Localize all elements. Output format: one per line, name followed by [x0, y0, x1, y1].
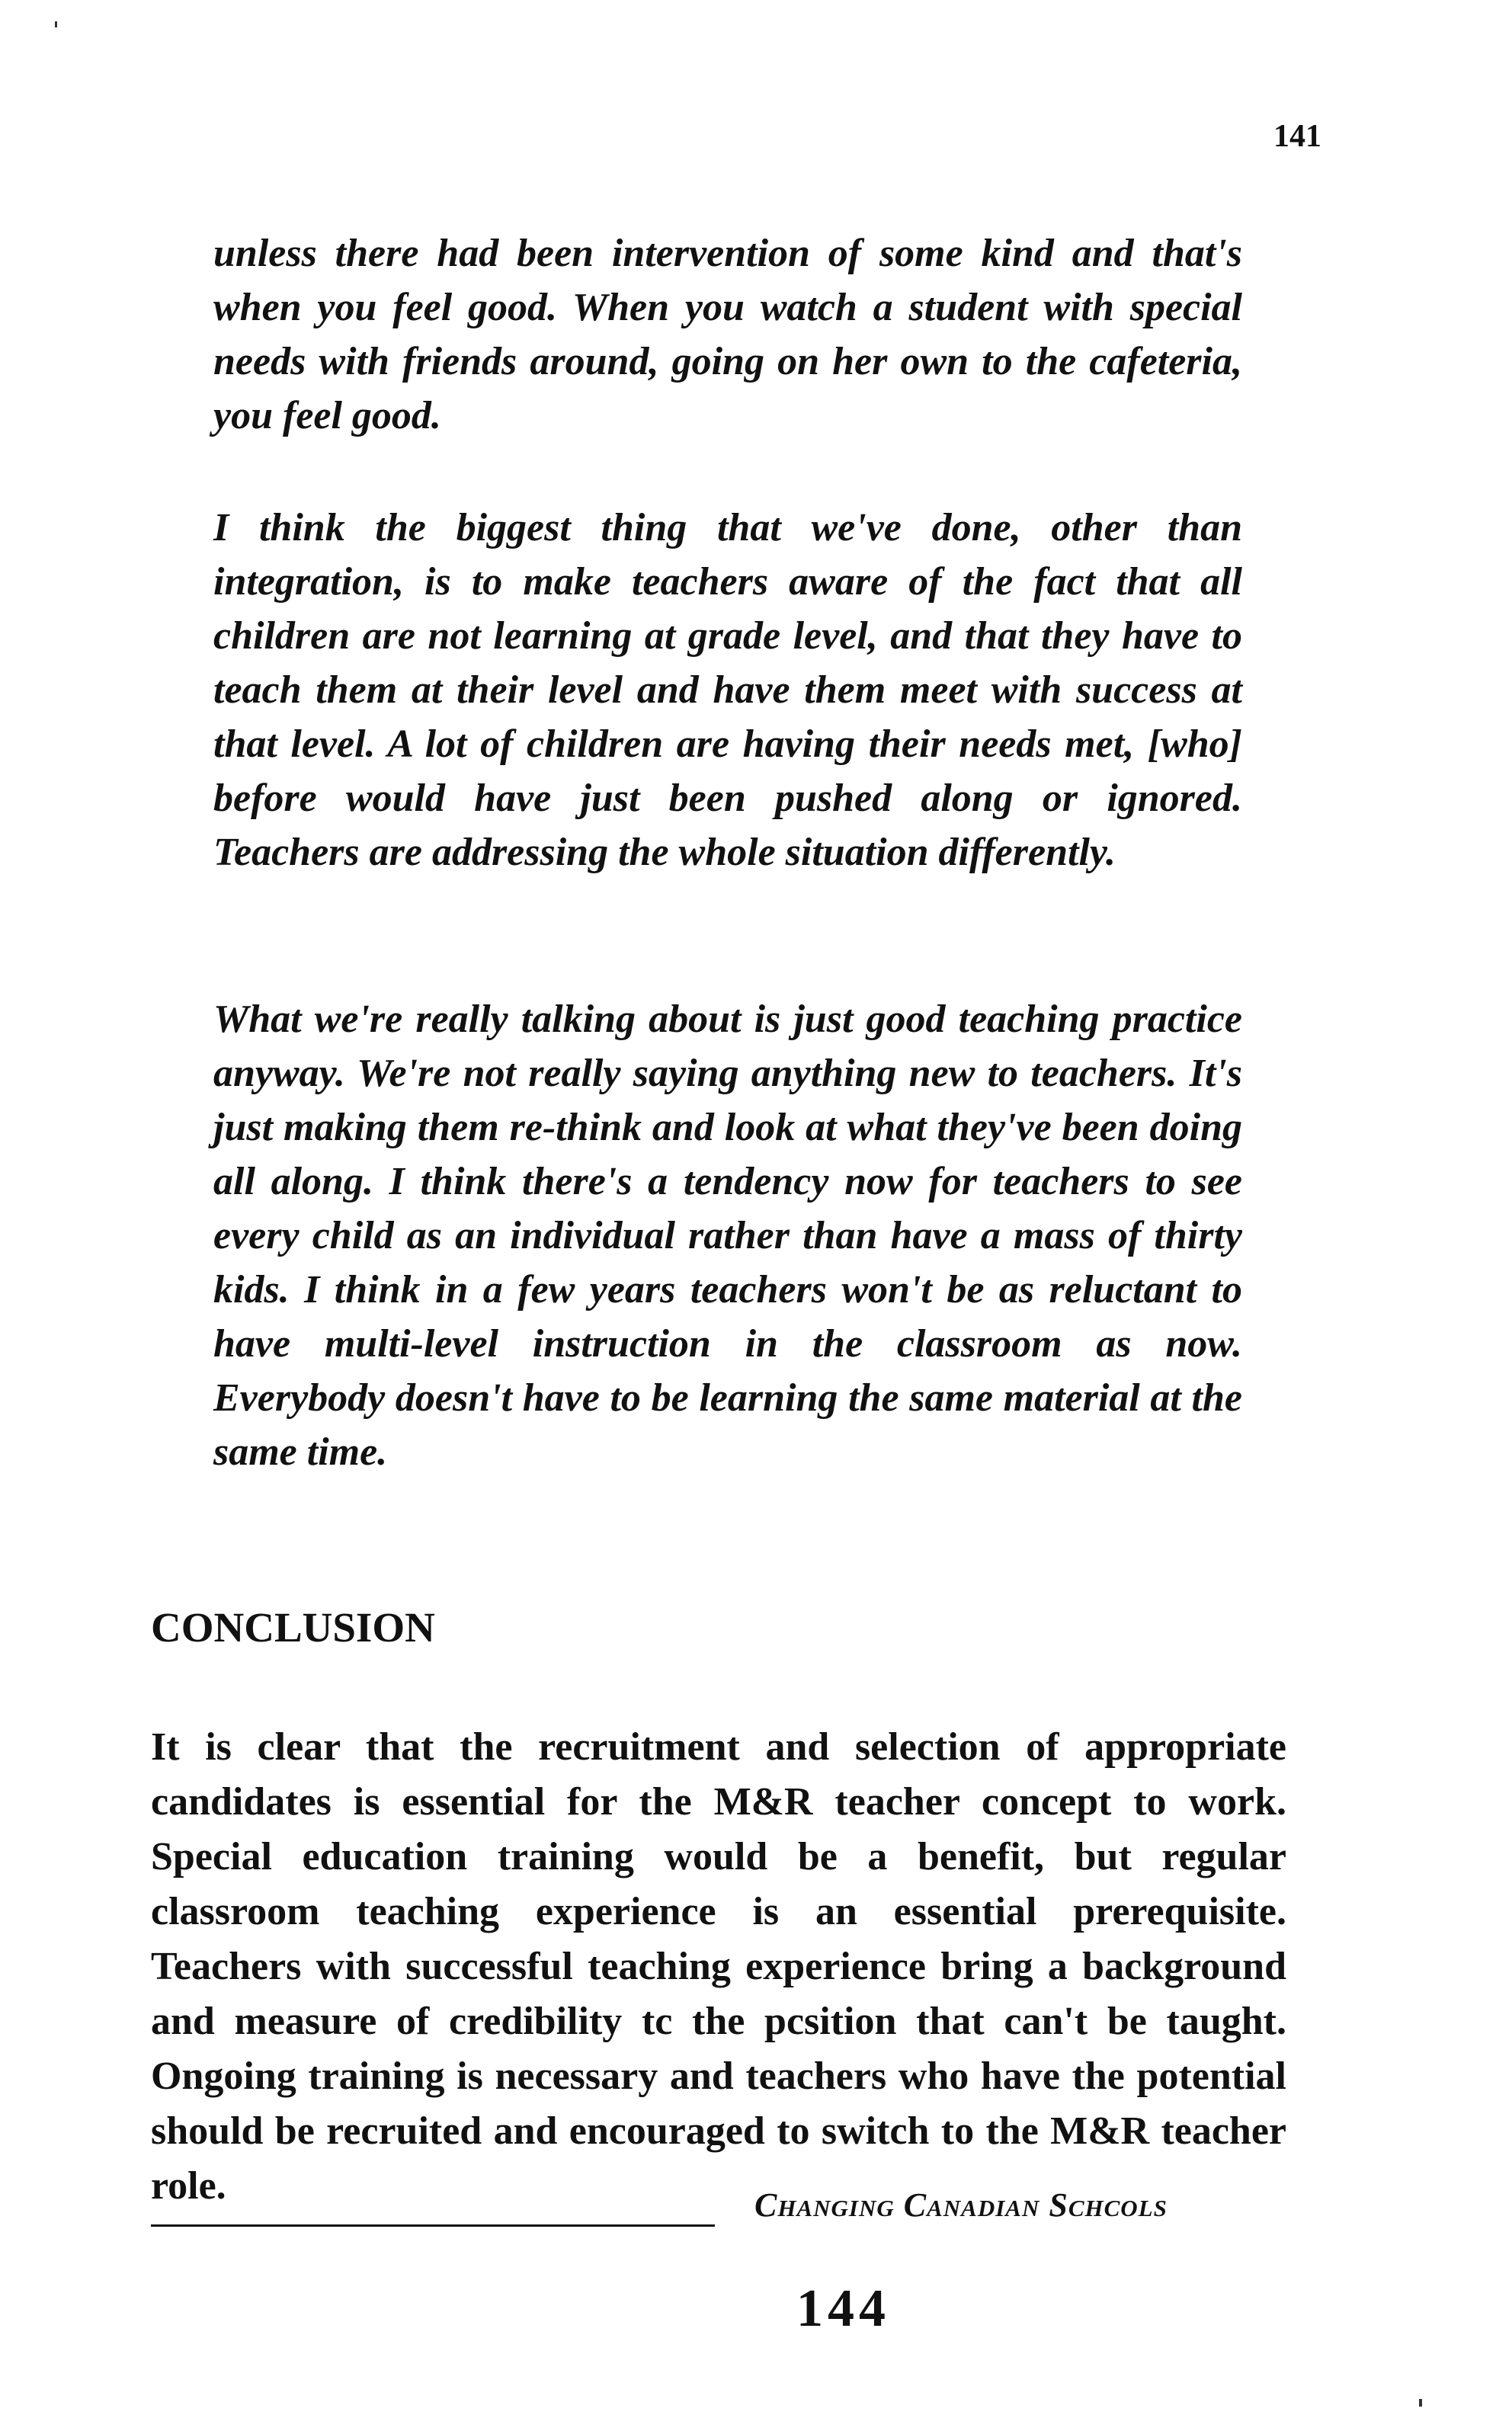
quote-paragraph: I think the biggest thing that we've done, other than integration, is to make teachers aware of the fact that all children are not learning at grade level, and that they have to teach them at their level and have them meet with success at that level. A lot of children are having their needs met, [who] before would have just been pushed along or ignored. Teachers are addressing the whole situation differently.	[213, 506, 1242, 874]
quote-paragraph: unless there had been intervention of some kind and that's when you feel good. When you watch a student with special needs with friends around, going on her own to the cafeteria, you feel good.	[213, 232, 1242, 437]
page-number: 141	[1273, 119, 1321, 154]
quote-paragraph: What we're really talking about is just good teaching practice anyway. We're not really saying anything new to teachers. It's just making them re-think and look at what they've been doing all along. I think there's a tendency now for teachers to see every child as an individual rather than have a mass of thirty kids. I think in a few years teachers won't be as reluctant to have multi-level instruction in the classroom as now. Everybody doesn't have to be learning the same material at the same time.	[213, 998, 1242, 1474]
scan-speck	[1419, 2399, 1422, 2407]
conclusion-paragraph: It is clear that the recruitment and selection of appropriate candidates is essential for the M&R teacher concept to work. Special education training would be a benefit, but regular classroom teaching experience is an essential prerequisite. Teachers with successful teaching experience bring a background and measure of credibility tc the pcsition that can't be taught. Ongoing training is necessary and teachers who have the potential should be recruited and encouraged to switch to the M&R teacher role.	[151, 1725, 1286, 2208]
footer-rule	[151, 2224, 715, 2227]
running-title: Changing Canadian Schcols	[754, 2186, 1168, 2224]
page-stamp: 144	[796, 2279, 890, 2338]
section-heading: CONCLUSION	[151, 1603, 435, 1651]
scan-speck	[55, 21, 57, 27]
